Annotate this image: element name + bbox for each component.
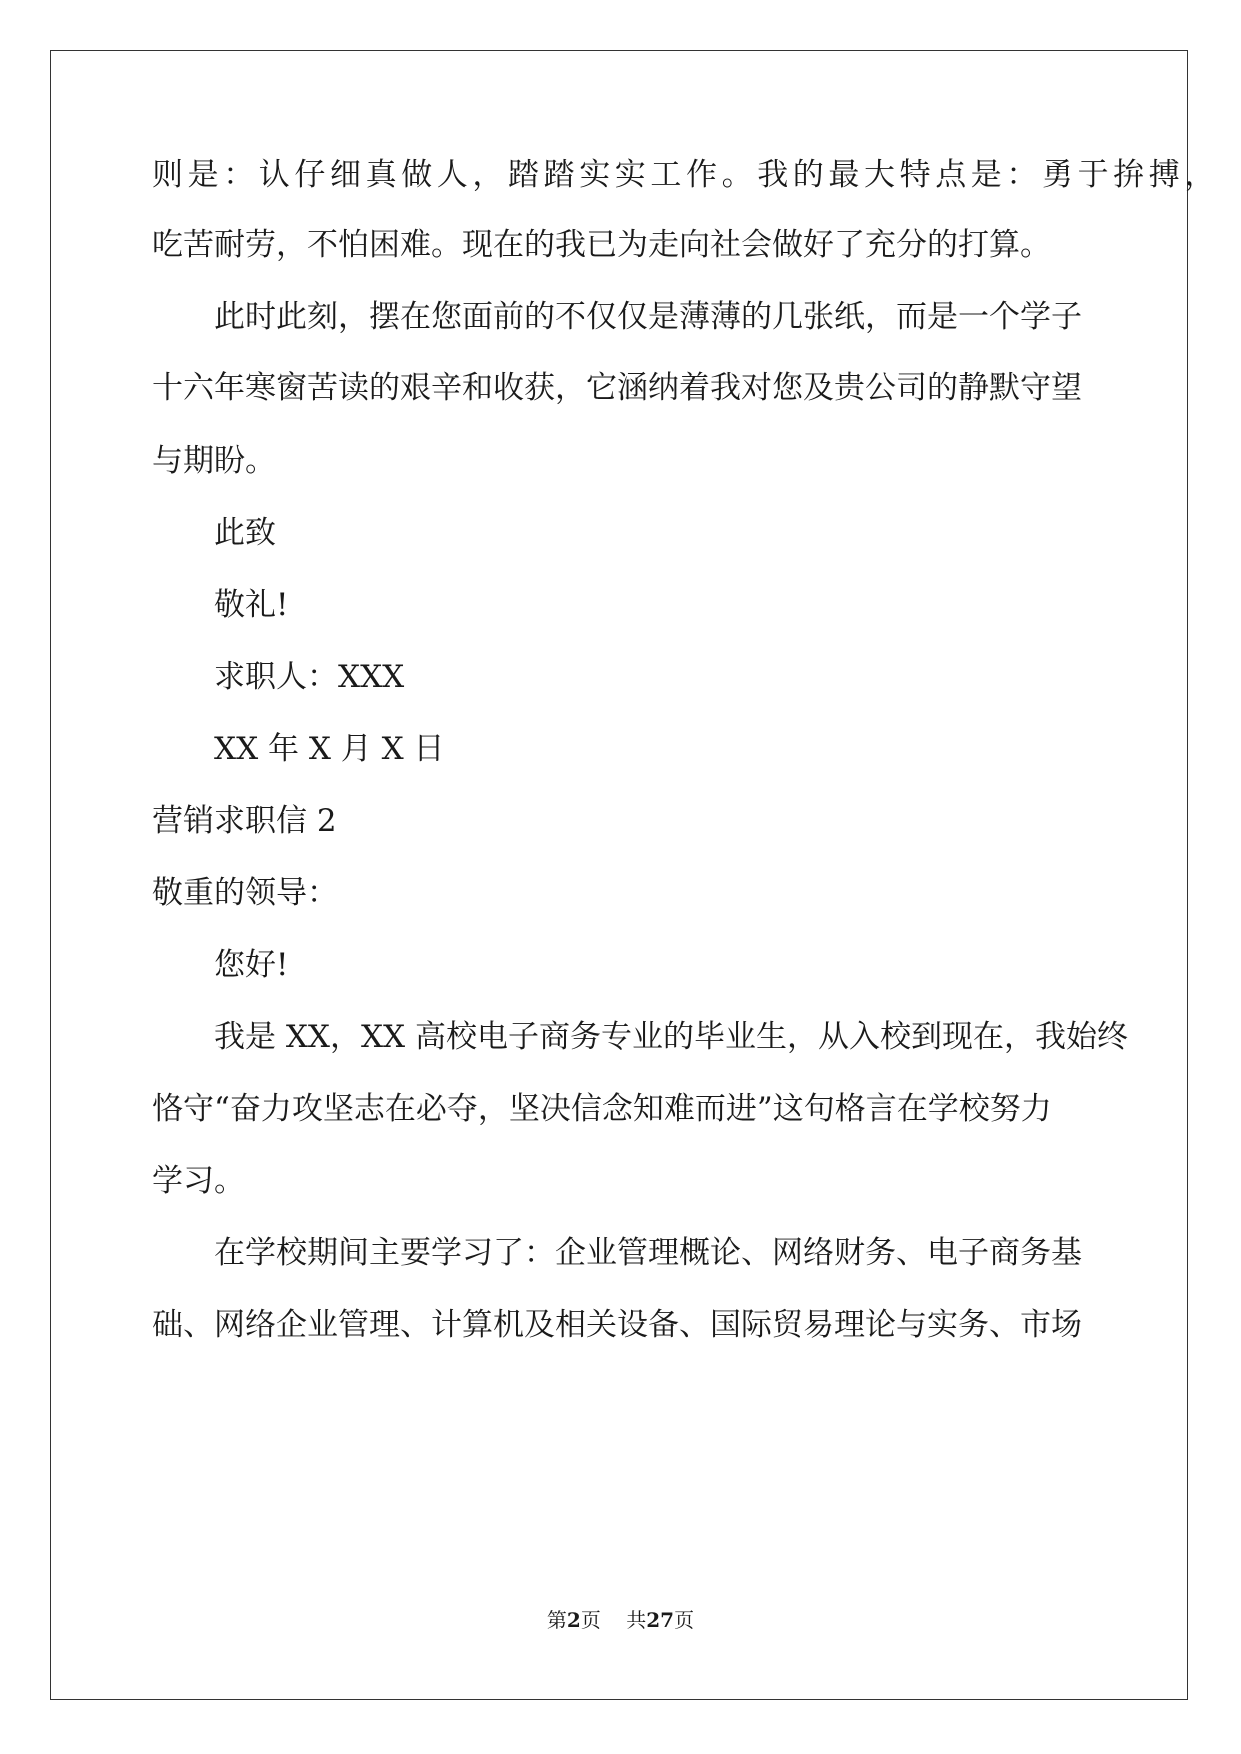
- footer-page-prefix: 第: [546, 1608, 567, 1632]
- footer-total-suffix: 页: [674, 1608, 695, 1632]
- footer-page-suffix: 页: [580, 1608, 601, 1632]
- body-line-15: 学习。: [152, 1163, 245, 1199]
- body-line-4: 十六年寒窗苦读的艰辛和收获，它涵纳着我对您及贵公司的静默守望: [152, 370, 1082, 406]
- applicant-signature: 求职人：XXX: [214, 659, 405, 695]
- footer-total-prefix: 共: [626, 1608, 647, 1632]
- closing-salutation: 此致: [214, 515, 276, 551]
- body-line-1: 则是：认仔细真做人，踏踏实实工作。我的最大特点是：勇于拚搏，: [152, 157, 1220, 193]
- footer-page-number: 2: [566, 1608, 581, 1632]
- section-title: 营销求职信 2: [152, 803, 337, 839]
- body-line-13: 我是 XX，XX 高校电子商务专业的毕业生，从入校到现在，我始终: [214, 1019, 1128, 1055]
- greeting: 敬重的领导：: [152, 875, 338, 911]
- body-line-16: 在学校期间主要学习了：企业管理概论、网络财务、电子商务基: [214, 1235, 1082, 1271]
- body-line-14: 恪守“奋力攻坚志在必夺，坚决信念知难而进”这句格言在学校努力: [152, 1091, 1052, 1127]
- closing-regards: 敬礼!: [214, 587, 289, 623]
- body-line-17: 础、网络企业管理、计算机及相关设备、国际贸易理论与实务、市场: [152, 1307, 1082, 1343]
- hello-line: 您好!: [214, 947, 289, 983]
- body-line-2: 吃苦耐劳，不怕困难。现在的我已为走向社会做好了充分的打算。: [152, 227, 1051, 263]
- footer-total-number: 27: [646, 1608, 675, 1632]
- page-footer: [0, 1604, 1241, 1633]
- letter-date: XX 年 X 月 X 日: [214, 731, 445, 767]
- body-line-5: 与期盼。: [152, 443, 276, 479]
- body-line-3: 此时此刻，摆在您面前的不仅仅是薄薄的几张纸，而是一个学子: [214, 299, 1082, 335]
